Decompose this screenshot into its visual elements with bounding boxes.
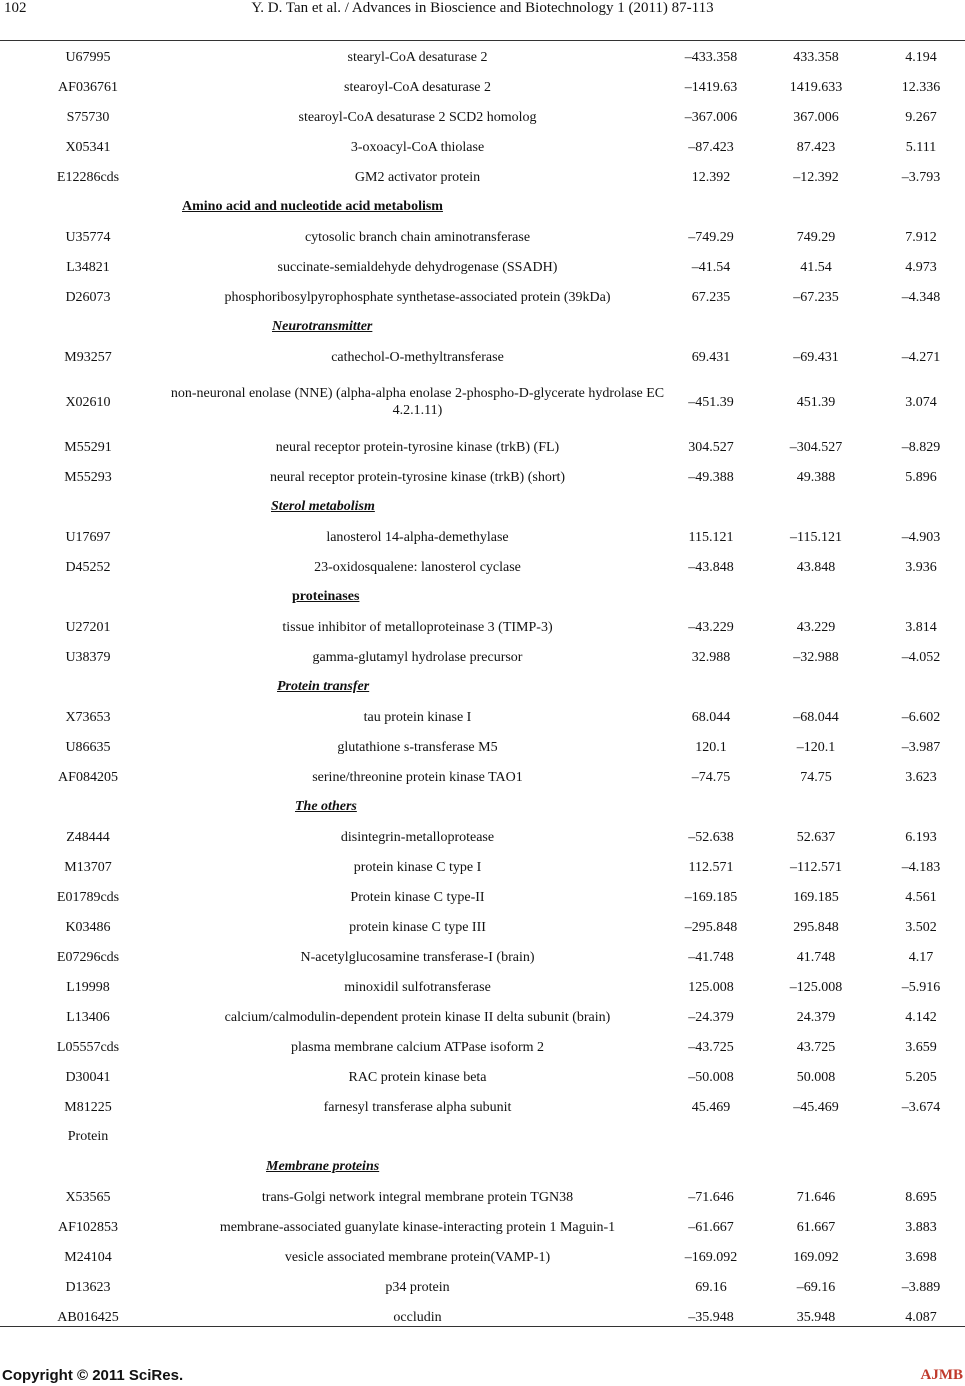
value1-cell: –295.848	[684, 919, 738, 935]
value2-cell: 749.29	[796, 229, 836, 245]
accession-cell: M24104	[64, 1249, 112, 1265]
gene-name-cell: non-neuronal enolase (NNE) (alpha-alpha enolase 2-phospho-D-glycerate hydrolase EC 4.2.1.11)	[170, 386, 665, 418]
accession-cell: S75730	[66, 109, 110, 125]
value3-cell: 3.074	[905, 394, 937, 410]
value1-cell: –43.848	[688, 559, 734, 575]
table-row	[0, 162, 965, 192]
accession-cell: Z48444	[66, 829, 110, 845]
accession-cell: M55293	[64, 469, 112, 485]
table-row	[0, 972, 965, 1002]
table-row	[0, 1032, 965, 1062]
bottom-rule	[0, 1326, 965, 1327]
accession-cell: AF084205	[58, 769, 118, 785]
value3-cell: 8.695	[905, 1189, 937, 1205]
value2-cell: 41.748	[796, 949, 836, 965]
value2-cell: 87.423	[796, 139, 836, 155]
value3-cell: 4.087	[905, 1309, 937, 1325]
table-row	[0, 642, 965, 672]
value2-cell: –120.1	[796, 739, 836, 755]
table-row	[0, 1242, 965, 1272]
table-row	[0, 912, 965, 942]
table-row	[0, 1272, 965, 1302]
value2-cell: 43.848	[796, 559, 836, 575]
value3-cell: 5.896	[905, 469, 937, 485]
value1-cell: –1419.63	[684, 79, 738, 95]
table-row	[0, 882, 965, 912]
value2-cell: –115.121	[790, 529, 842, 545]
value1-cell: –52.638	[688, 829, 734, 845]
section-header-row	[0, 582, 965, 612]
running-header	[0, 0, 965, 17]
accession-cell: M93257	[64, 349, 112, 365]
gene-name-cell: calcium/calmodulin-dependent protein kinase II delta subunit (brain)	[224, 1009, 611, 1025]
value1-cell: –367.006	[684, 109, 738, 125]
table-row	[0, 72, 965, 102]
value2-cell: –69.431	[793, 349, 839, 365]
value2-cell: –12.392	[793, 169, 839, 185]
accession-cell: M13707	[64, 859, 112, 875]
table-row	[0, 462, 965, 492]
accession-cell: L34821	[66, 259, 110, 275]
gene-name-cell: protein kinase C type III	[349, 919, 486, 935]
value1-cell: –41.748	[688, 949, 734, 965]
value2-cell: –69.16	[796, 1279, 836, 1295]
accession-cell: D13623	[65, 1279, 111, 1295]
accession-cell: D45252	[65, 559, 111, 575]
accession-cell: E01789cds	[56, 889, 120, 905]
table-row	[0, 102, 965, 132]
table-row	[0, 222, 965, 252]
accession-cell: AF102853	[58, 1219, 118, 1235]
gene-name-cell: succinate-semialdehyde dehydrogenase (SSADH)	[277, 259, 558, 275]
table-row	[0, 732, 965, 762]
gene-name-cell: p34 protein	[385, 1279, 450, 1295]
value2-cell: –304.527	[789, 439, 843, 455]
value2-cell: 50.008	[796, 1069, 836, 1085]
value1-cell: 67.235	[691, 289, 731, 305]
table-row	[0, 1092, 965, 1122]
value3-cell: 4.561	[905, 889, 937, 905]
gene-name-cell: protein kinase C type I	[353, 859, 482, 875]
value1-cell: –49.388	[688, 469, 734, 485]
accession-cell: X05341	[65, 139, 111, 155]
value1-cell: 69.16	[695, 1279, 727, 1295]
value3-cell: –6.602	[901, 709, 941, 725]
value1-cell: –74.75	[691, 769, 731, 785]
value1-cell: –749.29	[688, 229, 734, 245]
table-row	[0, 1212, 965, 1242]
gene-name-cell: stearoyl-CoA desaturase 2	[344, 79, 491, 95]
gene-name-cell: farnesyl transferase alpha subunit	[323, 1099, 512, 1115]
page-number: 102	[4, 0, 27, 16]
table-row	[0, 282, 965, 312]
accession-cell: E07296cds	[56, 949, 120, 965]
table-row	[0, 852, 965, 882]
value3-cell: 4.17	[908, 949, 934, 965]
value1-cell: –43.229	[688, 619, 734, 635]
value3-cell: 5.111	[905, 139, 937, 155]
gene-name-cell: cathechol-O-methyltransferase	[331, 349, 504, 365]
value1-cell: 45.469	[691, 1099, 731, 1115]
value3-cell: 6.193	[905, 829, 937, 845]
value3-cell: –4.348	[901, 289, 941, 305]
value2-cell: 49.388	[796, 469, 836, 485]
value1-cell: –169.185	[684, 889, 738, 905]
section-title: The others	[295, 799, 357, 814]
gene-name-cell: tissue inhibitor of metalloproteinase 3 (TIMP-3)	[282, 619, 553, 635]
accession-cell: M81225	[64, 1099, 112, 1115]
table-row	[0, 1002, 965, 1032]
value1-cell: 125.008	[688, 979, 734, 995]
table-row	[0, 522, 965, 552]
value3-cell: 3.936	[905, 559, 937, 575]
accession-cell: U38379	[65, 649, 111, 665]
accession-cell: D26073	[65, 289, 111, 305]
value1-cell: –169.092	[684, 1249, 738, 1265]
value1-cell: 12.392	[691, 169, 731, 185]
section-title: proteinases	[292, 589, 360, 604]
gene-name-cell: trans-Golgi network integral membrane protein TGN38	[261, 1189, 574, 1205]
gene-name-cell: Protein kinase C type-II	[350, 889, 485, 905]
gene-name-cell: 23-oxidosqualene: lanosterol cyclase	[314, 559, 521, 575]
value3-cell: 7.912	[905, 229, 937, 245]
accession-cell: AB016425	[57, 1309, 119, 1325]
gene-name-cell: cytosolic branch chain aminotransferase	[304, 229, 531, 245]
value3-cell: 3.698	[905, 1249, 937, 1265]
value2-cell: –32.988	[793, 649, 839, 665]
value2-cell: 74.75	[800, 769, 832, 785]
value1-cell: –433.358	[684, 49, 738, 65]
value3-cell: –3.987	[901, 739, 941, 755]
value3-cell: 5.205	[905, 1069, 937, 1085]
value1-cell: 304.527	[688, 439, 734, 455]
accession-cell: X73653	[65, 709, 111, 725]
table-row	[0, 432, 965, 462]
value1-cell: –87.423	[688, 139, 734, 155]
gene-name-cell: tau protein kinase I	[363, 709, 472, 725]
value2-cell: 43.725	[796, 1039, 836, 1055]
gene-name-cell: N-acetylglucosamine transferase-I (brain)	[300, 949, 535, 965]
value2-cell: 433.358	[793, 49, 839, 65]
accession-cell: X02610	[65, 394, 111, 410]
table-row	[0, 762, 965, 792]
gene-name-cell: GM2 activator protein	[354, 169, 481, 185]
table-row	[0, 342, 965, 372]
gene-name-cell: vesicle associated membrane protein(VAMP-1)	[284, 1249, 551, 1265]
value1-cell: 69.431	[691, 349, 731, 365]
value3-cell: –3.674	[901, 1099, 941, 1115]
footer-journal: AJMB	[920, 1367, 963, 1383]
value1-cell: 120.1	[695, 739, 727, 755]
value2-cell: –112.571	[790, 859, 842, 875]
value2-cell: 1419.633	[789, 79, 843, 95]
gene-name-cell: lanosterol 14-alpha-demethylase	[326, 529, 509, 545]
accession-cell: M55291	[64, 439, 112, 455]
table-row	[0, 942, 965, 972]
section-title: Amino acid and nucleotide acid metabolism	[182, 199, 443, 214]
value3-cell: –4.903	[901, 529, 941, 545]
gene-name-cell: minoxidil sulfotransferase	[344, 979, 491, 995]
gene-name-cell: 3-oxoacyl-CoA thiolase	[350, 139, 485, 155]
gene-name-cell: neural receptor protein-tyrosine kinase (trkB) (FL)	[275, 439, 560, 455]
accession-cell: AF036761	[58, 79, 118, 95]
value3-cell: –4.183	[901, 859, 941, 875]
accession-cell: D30041	[65, 1069, 111, 1085]
value2-cell: –125.008	[789, 979, 843, 995]
section-header-row	[0, 1152, 965, 1182]
table-row	[0, 252, 965, 282]
table-row	[0, 372, 965, 432]
section-title: Neurotransmitter	[272, 319, 373, 334]
value3-cell: 3.814	[905, 619, 937, 635]
value2-cell: 169.185	[793, 889, 839, 905]
gene-name-cell: disintegrin-metalloprotease	[340, 829, 495, 845]
value3-cell: –4.052	[901, 649, 941, 665]
value2-cell: 52.637	[796, 829, 836, 845]
gene-name-cell: plasma membrane calcium ATPase isoform 2	[290, 1039, 545, 1055]
gene-name-cell: serine/threonine protein kinase TAO1	[312, 769, 523, 785]
table-row	[0, 702, 965, 732]
gene-name-cell: occludin	[393, 1309, 442, 1325]
section-header-row	[0, 492, 965, 522]
value2-cell: 41.54	[800, 259, 832, 275]
gene-name-cell: RAC protein kinase beta	[348, 1069, 487, 1085]
value2-cell: 451.39	[796, 394, 836, 410]
value3-cell: –8.829	[901, 439, 941, 455]
accession-cell: U86635	[65, 739, 111, 755]
accession-cell: L19998	[66, 979, 110, 995]
value1-cell: 112.571	[688, 859, 734, 875]
gene-name-cell: glutathione s-transferase M5	[337, 739, 498, 755]
value3-cell: –4.271	[901, 349, 941, 365]
table-row	[0, 1302, 965, 1332]
accession-cell: U27201	[65, 619, 111, 635]
section-title: Protein transfer	[277, 679, 370, 694]
value2-cell: 295.848	[793, 919, 839, 935]
value3-cell: 3.883	[905, 1219, 937, 1235]
value2-cell: 367.006	[793, 109, 839, 125]
value3-cell: 3.502	[905, 919, 937, 935]
category-label: Protein	[67, 1129, 109, 1144]
value2-cell: 35.948	[796, 1309, 836, 1325]
table-row	[0, 822, 965, 852]
table-row	[0, 42, 965, 72]
table-row	[0, 1182, 965, 1212]
accession-cell: X53565	[65, 1189, 111, 1205]
section-title: Membrane proteins	[266, 1159, 380, 1174]
section-header-row	[0, 672, 965, 702]
value2-cell: –45.469	[793, 1099, 839, 1115]
accession-cell: U67995	[65, 49, 111, 65]
section-header-row	[0, 312, 965, 342]
value2-cell: 71.646	[796, 1189, 836, 1205]
section-title: Sterol metabolism	[271, 499, 375, 514]
value1-cell: –50.008	[688, 1069, 734, 1085]
value3-cell: –3.889	[901, 1279, 941, 1295]
category-label-row	[0, 1122, 965, 1152]
gene-name-cell: membrane-associated guanylate kinase-interacting protein 1 Maguin-1	[219, 1219, 616, 1235]
accession-cell: U35774	[65, 229, 111, 245]
value1-cell: –41.54	[691, 259, 731, 275]
value2-cell: 43.229	[796, 619, 836, 635]
value1-cell: –43.725	[688, 1039, 734, 1055]
gene-name-cell: gamma-glutamyl hydrolase precursor	[312, 649, 523, 665]
value3-cell: –3.793	[901, 169, 941, 185]
value2-cell: –68.044	[793, 709, 839, 725]
accession-cell: L13406	[66, 1009, 110, 1025]
value1-cell: –451.39	[688, 394, 734, 410]
value3-cell: 12.336	[901, 79, 941, 95]
value3-cell: 3.623	[905, 769, 937, 785]
gene-name-cell: neural receptor protein-tyrosine kinase (trkB) (short)	[269, 469, 566, 485]
value3-cell: –5.916	[901, 979, 941, 995]
value3-cell: 4.973	[905, 259, 937, 275]
value2-cell: 24.379	[796, 1009, 836, 1025]
footer-copyright: Copyright © 2011 SciRes.	[2, 1367, 184, 1384]
gene-name-cell: phosphoribosylpyrophosphate synthetase-associated protein (39kDa)	[224, 289, 611, 305]
gene-name-cell: stearyl-CoA desaturase 2	[347, 49, 488, 65]
table-row	[0, 552, 965, 582]
value1-cell: 68.044	[691, 709, 731, 725]
value2-cell: –67.235	[793, 289, 839, 305]
accession-cell: U17697	[65, 529, 111, 545]
value1-cell: –35.948	[688, 1309, 734, 1325]
value1-cell: 115.121	[688, 529, 734, 545]
top-rule	[0, 40, 965, 41]
table-row	[0, 612, 965, 642]
accession-cell: K03486	[65, 919, 111, 935]
value3-cell: 4.194	[905, 49, 937, 65]
value1-cell: 32.988	[691, 649, 731, 665]
value1-cell: –71.646	[688, 1189, 734, 1205]
table-row	[0, 132, 965, 162]
value2-cell: 61.667	[796, 1219, 836, 1235]
value3-cell: 4.142	[905, 1009, 937, 1025]
gene-name-cell: stearoyl-CoA desaturase 2 SCD2 homolog	[298, 109, 537, 125]
accession-cell: L05557cds	[56, 1039, 120, 1055]
value2-cell: 169.092	[793, 1249, 839, 1265]
value1-cell: –24.379	[688, 1009, 734, 1025]
value1-cell: –61.667	[688, 1219, 734, 1235]
running-title: Y. D. Tan et al. / Advances in Bioscience and Biotechnology 1 (2011) 87-113	[251, 0, 714, 16]
section-header-row	[0, 192, 965, 222]
section-header-row	[0, 792, 965, 822]
accession-cell: E12286cds	[56, 169, 120, 185]
value3-cell: 9.267	[905, 109, 937, 125]
value3-cell: 3.659	[905, 1039, 937, 1055]
table-row	[0, 1062, 965, 1092]
